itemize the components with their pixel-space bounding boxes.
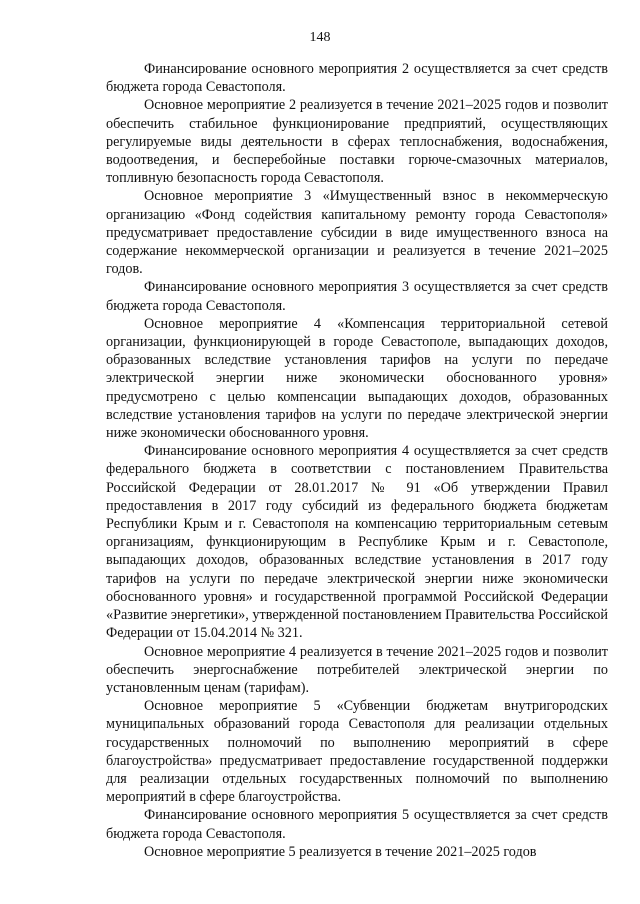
paragraph-funding-measure-3: Финансирование основного мероприятия 3 осуществляется за счет средств бюджета города Севастополя. bbox=[106, 279, 608, 314]
paragraph-measure-3-description: Основное мероприятие 3 «Имущественный взнос в некоммерческую организацию «Фонд содействия капитальному ремонту города Севастополя» предусматривает предоставление субсидии в виде имущественного взноса на содержание некоммерческой организации и реализуется в течение 2021–2025 годов. bbox=[106, 188, 608, 278]
document-body bbox=[106, 60, 608, 861]
paragraph-measure-5-description: Основное мероприятие 5 «Субвенции бюджетам внутригородских муниципальных образований города Севастополя для реализации отдельных государственных полномочий по выполнению мероприятий в сфере благоустройства» предусматривает предоставление государственной поддержки для реализации отдельных государственных полномочий по выполнению мероприятий в сфере благоустройства. bbox=[106, 698, 608, 806]
paragraph-measure-2-implementation: Основное мероприятие 2 реализуется в течение 2021–2025 годов и позволит обеспечить стабильное функционирование предприятий, осуществляющих регулируемые виды деятельности в сферах теплоснабжения, водоснабжения, водоотведения, и бесперебойные поставки горюче-смазочных материалов, топливную безопасность города Севастополя. bbox=[106, 97, 608, 187]
paragraph-funding-measure-2: Финансирование основного мероприятия 2 осуществляется за счет средств бюджета города Севастополя. bbox=[106, 61, 608, 96]
paragraph-measure-4-description: Основное мероприятие 4 «Компенсация территориальной сетевой организации, функционирующей в городе Севастополе, выпадающих доходов, образованных вследствие установления тарифов на услуги по передаче электрической энергии ниже экономически обоснованного уровня» предусмотрено с целью компенсации выпадающих доходов, образованных вследствие установления тарифов на услуги по передаче электрической энергии ниже экономически обоснованного уровня. bbox=[106, 315, 608, 442]
paragraph-measure-4-implementation: Основное мероприятие 4 реализуется в течение 2021–2025 годов и позволит обеспечить энергоснабжение потребителей электрической энергии по установленным ценам (тарифам). bbox=[106, 643, 608, 696]
paragraph-funding-measure-4: Финансирование основного мероприятия 4 осуществляется за счет средств федерального бюджета в соответствии с постановлением Правительства Российской Федерации от 28.01.2017 № 91 «Об утверждении Правил предоставления в 2017 году субсидий из федерального бюджета бюджетам Республики Крым и г. Севастополя на компенсацию территориальным сетевым организациям, функционирующим в Республике Крым и г. Севастополе, выпадающих доходов, образованных вследствие установления в 2017 году тарифов на услуги по передаче электрической энергии ниже экономически обоснованного уровня» и государственной программой Российской Федерации «Развитие энергетики», утвержденной постановлением Правительства Российской Федерации от 15.04.2014 № 321. bbox=[106, 443, 608, 642]
page-number: 148 bbox=[309, 30, 331, 45]
paragraph-measure-5-implementation: Основное мероприятие 5 реализуется в течение 2021–2025 годов bbox=[144, 843, 537, 860]
paragraph-funding-measure-5: Финансирование основного мероприятия 5 осуществляется за счет средств бюджета города Севастополя. bbox=[106, 807, 608, 842]
